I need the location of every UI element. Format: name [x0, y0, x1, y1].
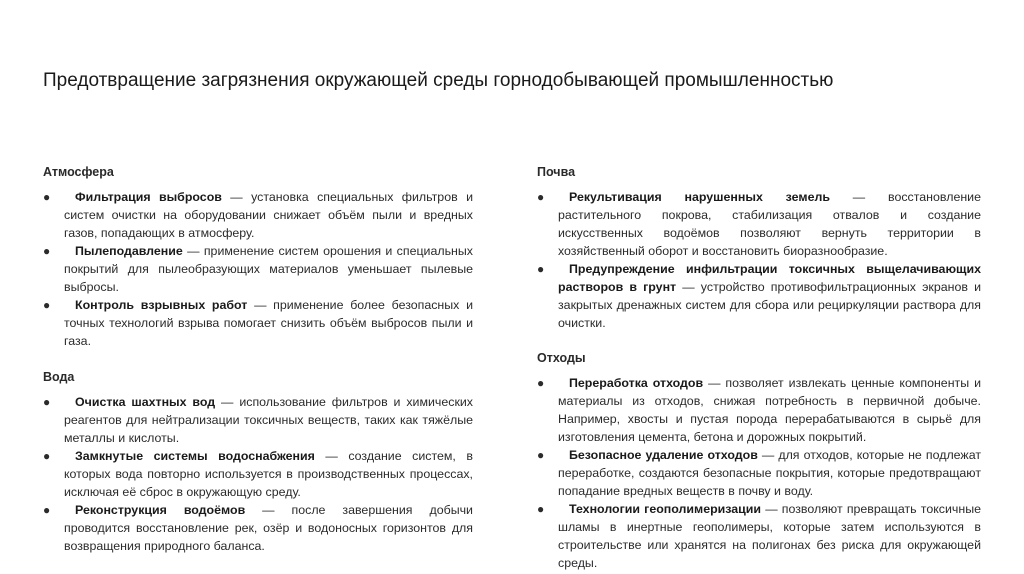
list-item [537, 374, 981, 446]
section-water [43, 368, 473, 555]
item-lead: Технологии геополимеризации [569, 502, 762, 516]
item-lead: Замкнутые системы водоснабжения [75, 449, 315, 463]
item-lead: Фильтрация выбросов [75, 190, 222, 204]
section-soil [537, 163, 981, 332]
list-item [43, 447, 473, 501]
item-lead: Контроль взрывных работ [75, 298, 248, 312]
list-item [537, 188, 981, 260]
bullet-icon: ● [43, 503, 51, 517]
bullet-icon: ● [537, 190, 545, 204]
list-item [537, 500, 981, 572]
section-atmosphere [43, 163, 473, 350]
item-lead: Предупреждение инфильтрации токсичных выщелачивающих растворов в грунт [558, 262, 981, 294]
item-lead: Реконструкция водоёмов [75, 503, 246, 517]
item-text: — позволяет извлекать ценные компоненты и материалы из отходов, снижая потребность в первичной добыче. Например, хвосты и пустая порода перерабатываются в сырьё для изготовления цемента, бетона и дорожных покрытий. [558, 376, 981, 444]
bullet-icon: ● [537, 262, 545, 276]
bullet-icon: ● [537, 502, 545, 516]
list-item [43, 393, 473, 447]
bullet-icon: ● [43, 449, 51, 463]
item-text: — позволяют превращать токсичные шламы в инертные геополимеры, которые затем используются в строительстве или хранятся на полигонах без риска для окружающей среды. [558, 502, 982, 570]
bullet-icon: ● [43, 190, 51, 204]
bullet-list [537, 188, 981, 332]
item-lead: Безопасное удаление отходов [569, 448, 758, 462]
bullet-icon: ● [43, 298, 51, 312]
item-lead: Переработка отходов [569, 376, 704, 390]
bullet-list [537, 374, 981, 572]
bullet-icon: ● [537, 376, 545, 390]
list-item [43, 501, 473, 555]
section-heading: Атмосфера [43, 165, 114, 179]
list-item [43, 188, 473, 242]
item-lead: Рекультивация нарушенных земель [569, 190, 830, 204]
section-waste [537, 349, 981, 572]
section-heading: Почва [537, 165, 576, 179]
bullet-icon: ● [537, 448, 545, 462]
list-item [43, 242, 473, 296]
bullet-list [43, 393, 473, 555]
list-item [537, 260, 981, 332]
item-lead: Очистка шахтных вод [75, 395, 216, 409]
item-text: — применение систем орошения и специальных покрытий для пылеобразующих материалов уменьшает пылевые выбросы. [64, 244, 473, 294]
section-heading: Вода [43, 370, 75, 384]
bullet-list [43, 188, 473, 350]
bullet-icon: ● [43, 244, 51, 258]
list-item [537, 446, 981, 500]
list-item [43, 296, 473, 350]
bullet-icon: ● [43, 395, 51, 409]
right-column [537, 163, 981, 572]
item-text: — применение более безопасных и точных технологий взрыва помогает снизить объём выбросов пыли и газа. [64, 298, 473, 348]
left-column [43, 163, 473, 555]
page-title: Предотвращение загрязнения окружающей среды горнодобывающей промышленностью [43, 70, 834, 91]
item-text: — для отходов, которые не подлежат переработке, создаются безопасные покрытия, которые предотвращают попадание вредных веществ в почву и воду. [558, 448, 982, 498]
item-text: — после завершения добычи проводится восстановление рек, озёр и водоносных горизонтов для возвращения природного баланса. [64, 503, 473, 553]
section-heading: Отходы [537, 351, 586, 365]
item-text: — создание систем, в которых вода повторно используется в производственных процессах, исключая её сброс в окружающую среду. [64, 449, 473, 499]
item-lead: Пылеподавление [75, 244, 183, 258]
item-text: — устройство противофильтрационных экранов и закрытых дренажных систем для сбора или рециркуляции раствора для очистки. [558, 280, 981, 330]
item-text: — восстановление растительного покрова, стабилизация отвалов и создание искусственных водоёмов позволяют вернуть территории в хозяйственный оборот и восстановить биоразнообразие. [558, 190, 981, 258]
item-text: — использование фильтров и химических реагентов для нейтрализации токсичных веществ, таких как тяжёлые металлы и кислоты. [64, 395, 473, 445]
item-text: — установка специальных фильтров и систем очистки на оборудовании снижает объём пыли и вредных газов, попадающих в атмосферу. [64, 190, 473, 240]
